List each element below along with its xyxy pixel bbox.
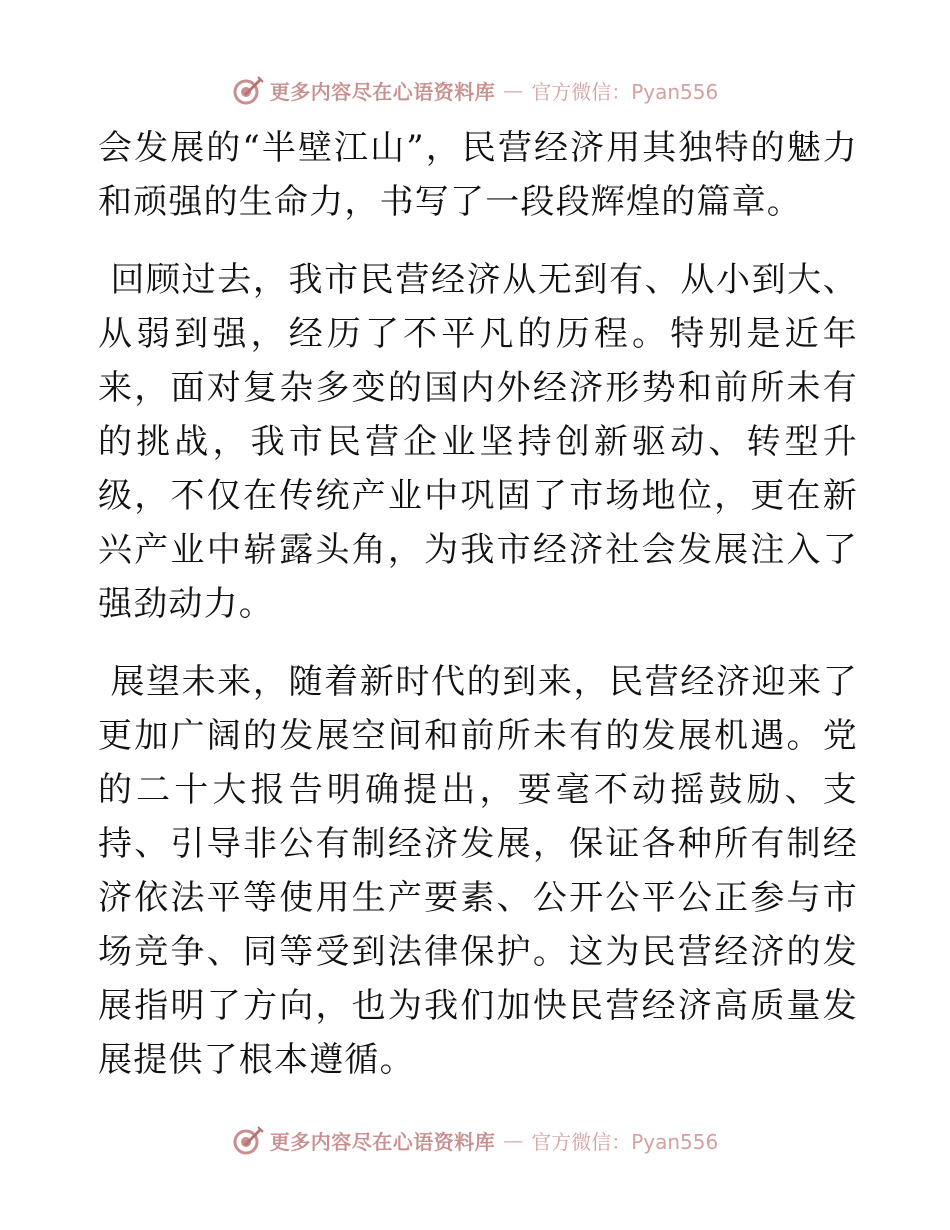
- paragraph-3: 展望未来，随着新时代的到来，民营经济迎来了更加广阔的发展空间和前所未有的发展机遇。党的二十大报告明确提出，要毫不动摇鼓励、支持、引导非公有制经济发展，保证各种所有制经济依法平等使用生产要素、公开公平公正参与市场竞争、同等受到法律保护。这为民营经济的发展指明了方向，也为我们加快民营经济高质量发展提供了根本遵循。: [98, 662, 858, 1080]
- pen-seal-icon: [232, 1124, 264, 1156]
- watermark-main-text: 更多内容尽在心语资料库: [269, 79, 496, 104]
- paragraph-1: 会发展的“半壁江山”，民营经济用其独特的魅力和顽强的生命力，书写了一段段辉煌的篇章。: [98, 128, 858, 222]
- document-body: [98, 121, 858, 1087]
- watermark-dash: —: [503, 78, 524, 102]
- watermark-dash: —: [503, 1128, 524, 1152]
- pen-seal-icon: [232, 74, 264, 106]
- paragraph-2: 回顾过去，我市民营经济从无到有、从小到大、从弱到强，经历了不平凡的历程。特别是近年来，面对复杂多变的国内外经济形势和前所未有的挑战，我市民营企业坚持创新驱动、转型升级，不仅在传统产业中巩固了市场地位，更在新兴产业中崭露头角，为我市经济社会发展注入了强劲动力。: [98, 260, 858, 624]
- watermark-sub-text: 官方微信：Pyan556: [531, 79, 719, 104]
- watermark-sub-text: 官方微信：Pyan556: [531, 1129, 719, 1154]
- header-watermark: [0, 70, 950, 110]
- watermark-main-text: 更多内容尽在心语资料库: [269, 1129, 496, 1154]
- footer-watermark: [0, 1120, 950, 1160]
